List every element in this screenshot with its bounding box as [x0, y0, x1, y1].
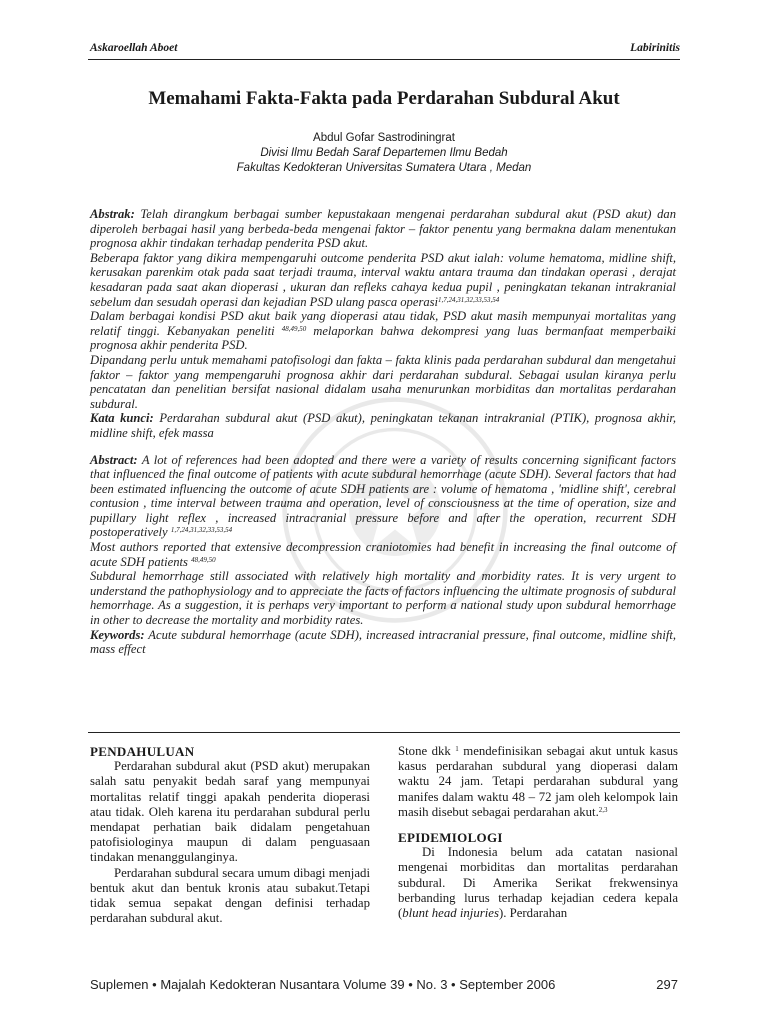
abstract-id-label: Abstrak:	[90, 207, 135, 221]
body-column-right	[398, 744, 678, 921]
keywords-id	[90, 411, 676, 440]
body-column-left	[90, 744, 370, 926]
abstract-id-text-3b: melaporkan bahwa dekompresi yang luas bermanfaat memperbaiki prognosa akhir penderita PSD.	[90, 323, 676, 353]
citation-refs: 48,49,50	[281, 324, 307, 333]
abstract-en-text-2: Most authors reported that extensive decompression craniotomies had benefit in increasing the final outcome of acute SDH patients	[90, 540, 676, 569]
citation-refs: 1,7,24,31,32,33,53,54	[438, 295, 500, 304]
keywords-en	[90, 628, 676, 657]
abstract-section	[90, 207, 676, 657]
abstract-en-text-1: A lot of references had been adopted and there were a variety of results concerning significant factors that influenced the final outcome of patients with acute subdural hemorrhage (acute SDH). Several factors that had been estimated influencing the outcome of acute SDH patients are : volume of hematoma , 'midline shift', cerebral contusion , time interval between trauma and operation, level of consciousness at the time of operation, size and pupillary light reflex , increased intracranial pressure before and after the operation, recurrent SDH postoperatively	[90, 452, 676, 540]
author-block	[0, 131, 768, 176]
author-affiliation-faculty: Fakultas Kedokteran Universitas Sumatera Utara , Medan	[236, 162, 532, 174]
abstract-en-text-3: Subdural hemorrhage still associated with relatively high mortality and morbidity rates. It is very urgent to understand the pathophysiology and to appreciate the facts of factors influencing the ultimate prognosis of subdural hemorrhage. As a suggestion, it is perhaps very important to perform a national study upon subdural hemorrhage in other to decrease the mortality and morbidity rates.	[90, 569, 676, 628]
abstract-id-paragraph-3	[90, 309, 676, 353]
body-paragraph	[398, 744, 678, 820]
header-divider	[88, 59, 680, 60]
abstract-id-paragraph-4	[90, 353, 676, 411]
keywords-en-text: Acute subdural hemorrhage (acute SDH), increased intracranial pressure, final outcome, midline shift, mass effect	[90, 627, 676, 657]
abstract-en-paragraph-2	[90, 540, 676, 569]
abstract-spacer	[90, 441, 676, 453]
body-paragraph	[398, 845, 678, 921]
abstract-en-label: Abstract:	[90, 452, 138, 467]
author-name: Abdul Gofar Sastrodiningrat	[313, 132, 455, 144]
body-paragraph: Perdarahan subdural secara umum dibagi menjadi bentuk akut dan bentuk kronis atau subakut.Tetapi tidak semua sepakat dengan definisi terhadap perdarahan subdural akut.	[90, 865, 370, 926]
abstract-en-paragraph-3	[90, 569, 676, 627]
body-text: Di Indonesia belum ada catatan nasional mengenai morbiditas dan mortalitas perdarahan subdural. Di Amerika Serikat frekwensinya berbanding lurus terhadap kejadian cedera kepala (	[398, 845, 678, 921]
keywords-id-label: Kata kunci:	[90, 411, 154, 426]
author-affiliation-division: Divisi Ilmu Bedah Saraf Departemen Ilmu Bedah	[260, 147, 508, 159]
body-text: ). Perdarahan	[498, 906, 568, 921]
page-number: 297	[656, 977, 678, 992]
abstract-id-text-4: Dipandang perlu untuk memahami patofisologi dan fakta – fakta klinis pada perdarahan subdural dan mengetahui faktor – faktor yang mempengaruhi prognosa akhir dari perdarahan subdural. Sebagai usulan kiranya perlu pencatatan dan penelitian bersifat nasional didalam usaha menurunkan morbiditas dan mortalitas perdarahan subdural.	[90, 352, 676, 411]
citation-refs: 1	[455, 745, 459, 753]
abstract-id-text-3a: Dalam berbagai kondisi PSD akut baik yang dioperasi atau tidak, PSD akut masih mempunyai mortalitas yang relatif tinggi. Kebanyakan peneliti	[90, 309, 676, 338]
section-heading-epidemiologi: EPIDEMIOLOGI	[398, 830, 503, 846]
section-heading-pendahuluan: PENDAHULUAN	[90, 744, 195, 759]
body-divider	[88, 732, 680, 733]
abstract-id-text-2: Beberapa faktor yang dikira mempengaruhi outcome penderita PSD akut ialah: volume hematoma, midline shift, kerusakan parenkim otak pada saat terjadi trauma, interval waktu antara trauma dan tindakan operasi , derajat kesadaran pada saat akan dioperasi , ukuran dan refleks cahaya kedua pupil , peningkatan tekanan intrakranial sebelum dan sesudah operasi dan kejadian PSD ulang pasca operasi	[90, 250, 676, 309]
keywords-en-label: Keywords:	[90, 627, 145, 642]
article-title: Memahami Fakta-Fakta pada Perdarahan Subdural Akut	[148, 88, 620, 109]
section-spacer	[398, 820, 678, 830]
abstract-id-paragraph-2	[90, 251, 676, 309]
keywords-id-text: Perdarahan subdural akut (PSD akut), peningkatan tekanan intrakranial (PTIK), prognosa akhir, midline shift, efek massa	[90, 411, 676, 440]
running-header-author: Askaroellah Aboet	[90, 42, 178, 54]
body-text-emphasis: blunt head injuries	[402, 906, 499, 921]
abstract-id-paragraph-1	[90, 207, 676, 251]
body-paragraph: Perdarahan subdural akut (PSD akut) merupakan salah satu penyakit bedah saraf yang mempunyai mortalitas relatif tinggi apakah penderita dioperasi atau tidak. Oleh karena itu perdarahan subdural perlu mendapat perhatian baik didalam pengetahuan patofisiologinya maupun di dalam penguasaan tindakan menanggulanginya.	[90, 759, 370, 865]
abstract-en-paragraph-1	[90, 453, 676, 541]
citation-refs: 2,3	[598, 805, 608, 814]
abstract-id-text-1: Telah dirangkum berbagai sumber kepustakaan mengenai perdarahan subdural akut (PSD akut) dan diperoleh berbagai hasil yang berbeda-beda mengenai faktor – faktor penentu yang bermakna dalam menentukan prognosa akhir tindakan terhadap penderita PSD akut.	[90, 207, 676, 251]
body-text: mendefinisikan sebagai akut untuk kasus kasus perdarahan subdural yang dioperasi dalam waktu 24 jam. Tetapi perdarahan subdural yang manifes dalam waktu 48 – 72 jam oleh kelompok lain masih disebut sebagai perdarahan akut.	[398, 744, 678, 819]
citation-refs: 1,7,24,31,32,33,53,54	[170, 526, 233, 535]
body-text: Stone dkk	[398, 744, 451, 758]
citation-refs: 48,49,50	[191, 555, 216, 564]
running-header-topic: Labirinitis	[630, 42, 680, 54]
journal-citation: Suplemen • Majalah Kedokteran Nusantara Volume 39 • No. 3 • September 2006	[90, 977, 556, 992]
